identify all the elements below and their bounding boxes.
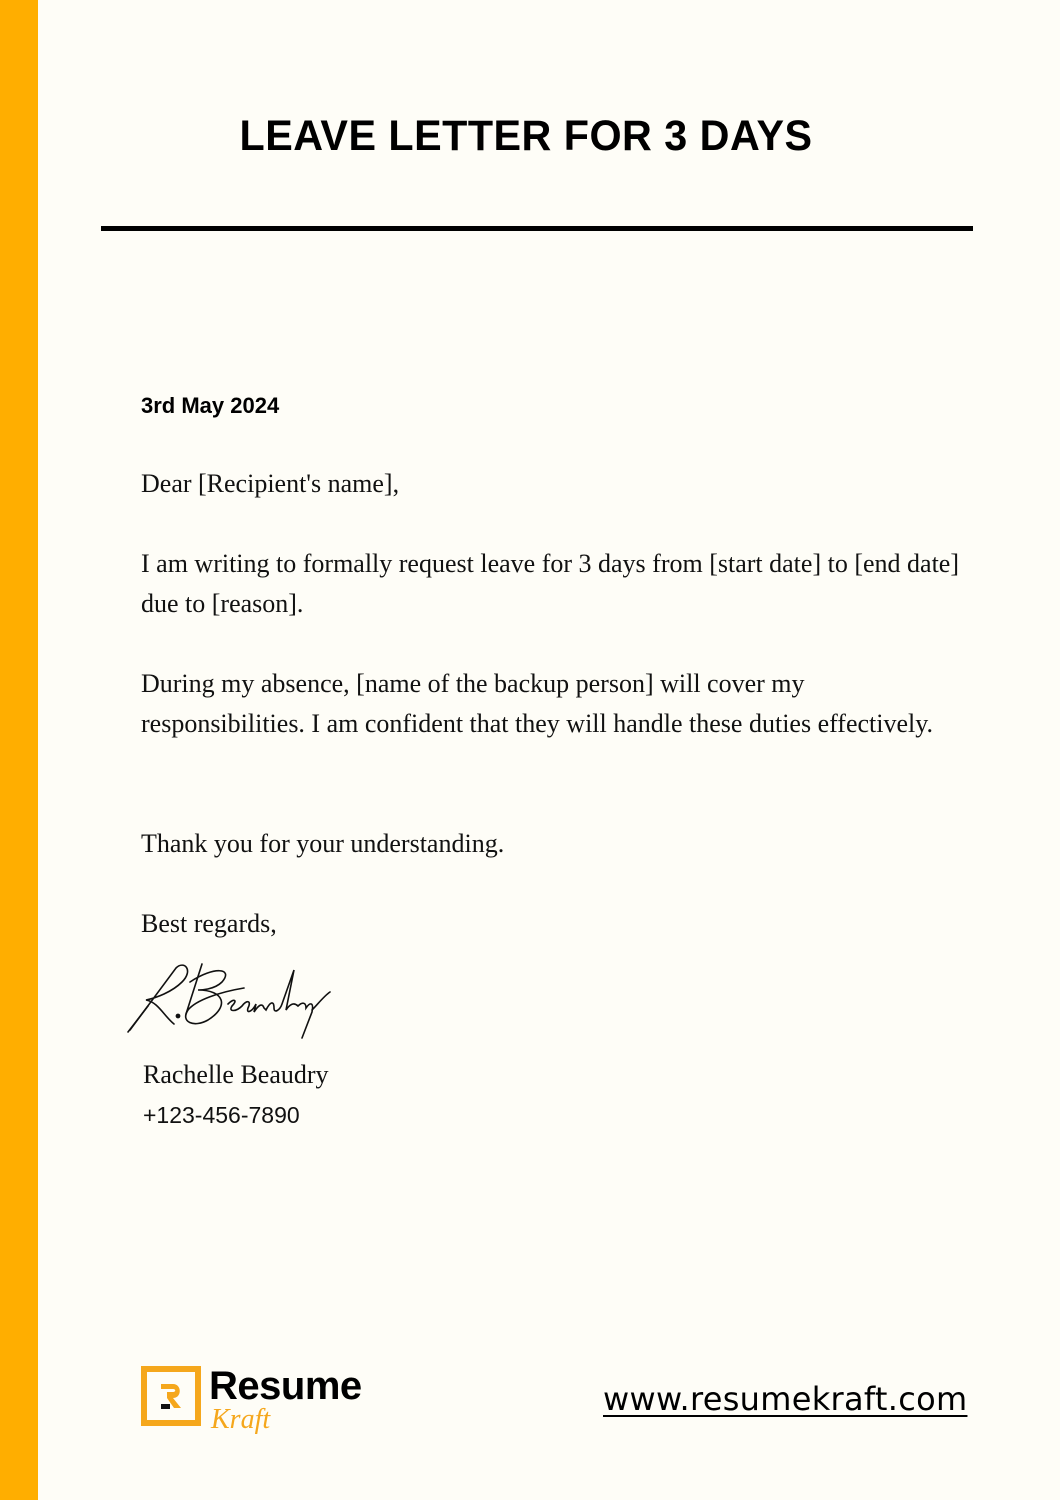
- letter-date: 3rd May 2024: [141, 393, 280, 418]
- resumekraft-r-icon: [141, 1366, 201, 1426]
- logo-wordmark-kraft: Kraft: [211, 1404, 271, 1435]
- resumekraft-logo[interactable]: [141, 1366, 362, 1434]
- greeting: Dear [Recipient's name],: [141, 469, 400, 498]
- paragraph-coverage: During my absence, [name of the backup person] will cover my responsibilities. I am confident that they will handle these duties effectively.: [141, 669, 934, 738]
- logo-wordmark-resume: Resume: [209, 1364, 362, 1408]
- closing: Best regards,: [141, 909, 277, 938]
- page-title: LEAVE LETTER FOR 3 DAYS: [239, 112, 813, 160]
- signature-image: [124, 960, 364, 1040]
- accent-sidebar: [0, 0, 38, 1500]
- sender-phone: +123-456-7890: [143, 1102, 300, 1128]
- sender-name: Rachelle Beaudry: [143, 1060, 329, 1089]
- paragraph-thanks: Thank you for your understanding.: [141, 829, 505, 858]
- website-link[interactable]: www.resumekraft.com: [603, 1380, 968, 1418]
- title-divider: [101, 226, 973, 231]
- paragraph-request: I am writing to formally request leave for 3 days from [start date] to [end date] due to [reason].: [141, 549, 959, 618]
